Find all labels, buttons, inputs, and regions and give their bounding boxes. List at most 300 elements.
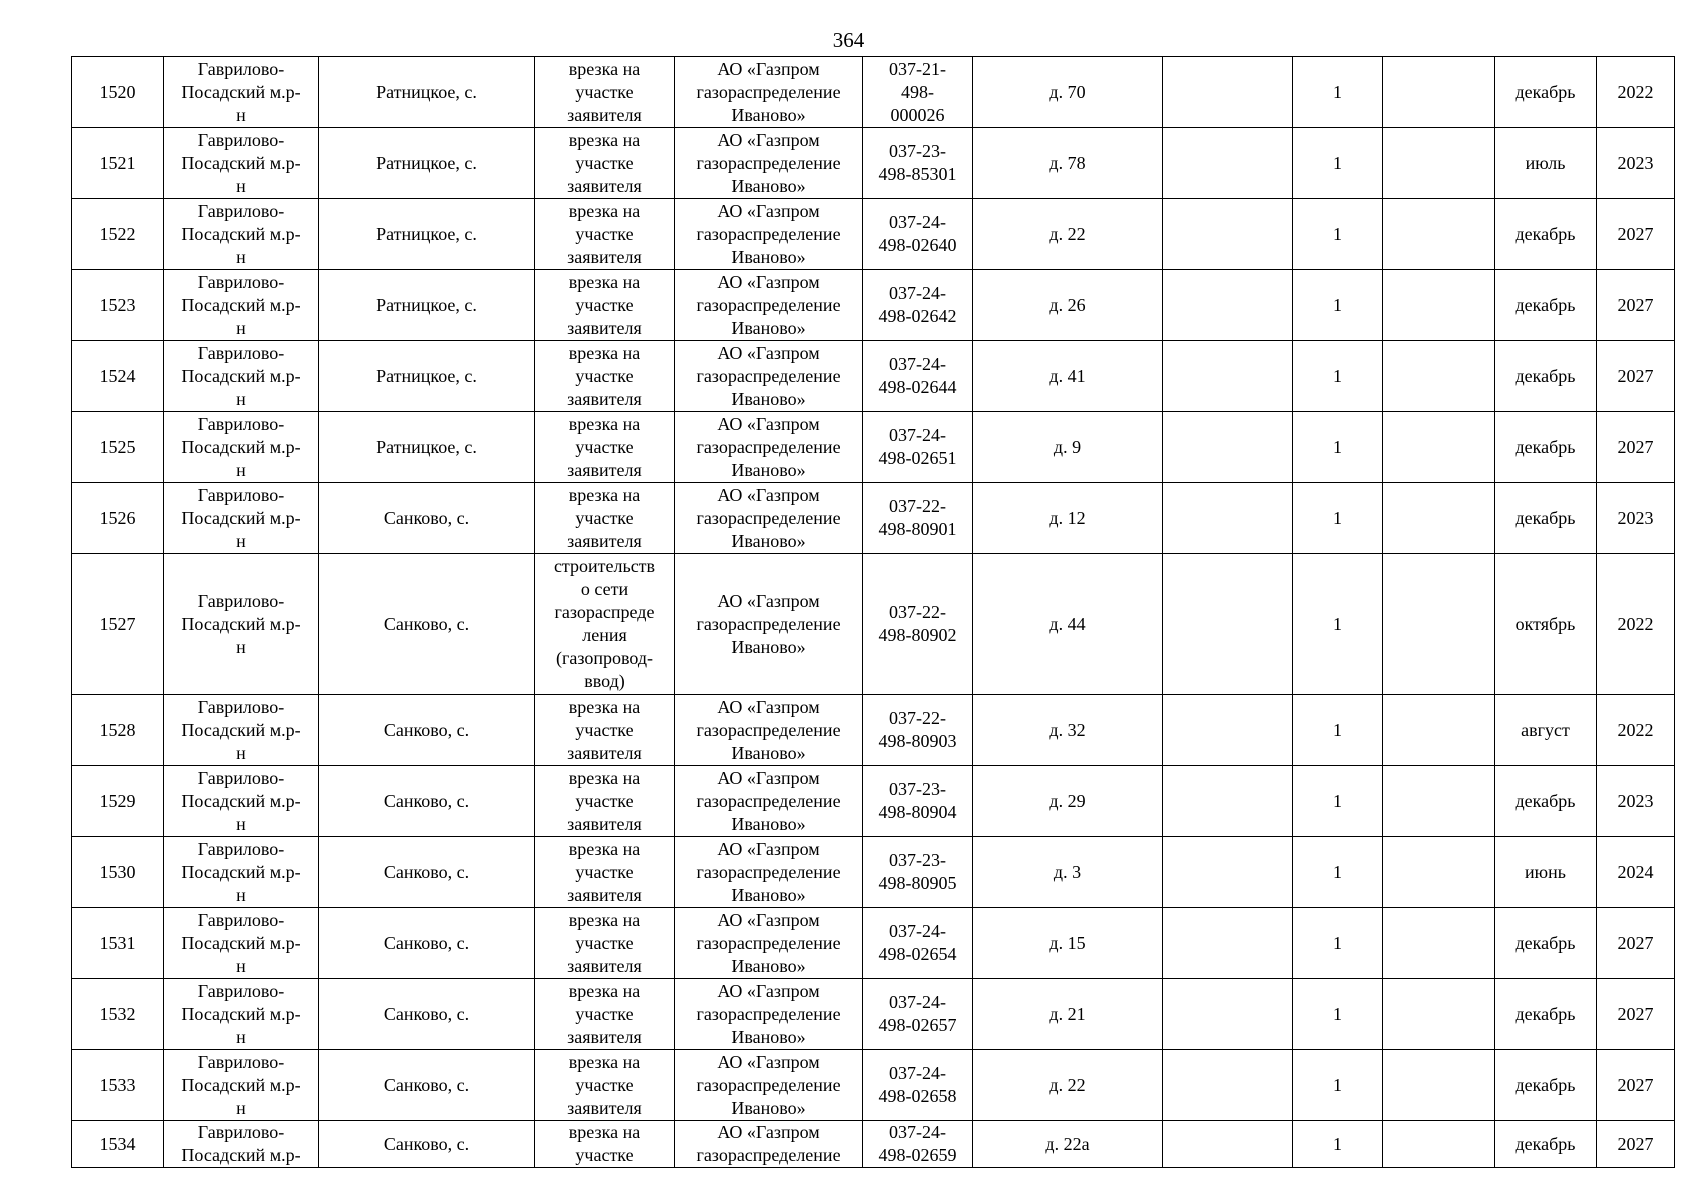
- locality-cell: Ратницкое, с.: [319, 270, 535, 341]
- cell-line: 037-24-: [889, 212, 946, 232]
- empty-cell: [1383, 57, 1495, 128]
- table-row: [72, 483, 1675, 554]
- table-row: [72, 554, 1675, 695]
- cell-line: АО «Газпром: [717, 271, 820, 292]
- row-number-cell: 1530: [72, 837, 164, 908]
- cell-line: АО «Газпром: [717, 484, 820, 505]
- gas-connection-registry-table: [71, 56, 1675, 1168]
- application-code-cell: [863, 1121, 973, 1168]
- cell-line: Гаврилово-: [197, 200, 285, 221]
- cell-line: н: [236, 388, 246, 409]
- cell-line: Гаврилово-: [197, 1122, 285, 1142]
- cell-line: (газопровод-: [555, 648, 653, 668]
- cell-line: Гаврилово-: [197, 767, 285, 788]
- house-number-cell: д. 29: [973, 766, 1163, 837]
- row-number-cell: 1521: [72, 128, 164, 199]
- cell-line: Иваново»: [731, 955, 806, 976]
- cell-line: участке: [575, 436, 634, 457]
- cell-line: газораспределение: [696, 1074, 841, 1095]
- row-number-cell: 1532: [72, 979, 164, 1050]
- cell-line: заявителя: [567, 388, 642, 409]
- cell-line: Гаврилово-: [197, 909, 285, 930]
- quantity-cell: 1: [1293, 412, 1383, 483]
- empty-cell: [1383, 483, 1495, 554]
- cell-line: 498-80905: [878, 873, 957, 893]
- month-cell: июнь: [1495, 837, 1597, 908]
- empty-cell: [1163, 270, 1293, 341]
- cell-line: газораспределение: [696, 719, 841, 740]
- cell-line: 498-02644: [878, 377, 957, 397]
- month-cell: декабрь: [1495, 270, 1597, 341]
- cell-line: Посадский м.р-: [181, 861, 301, 882]
- cell-line: 037-24-: [889, 354, 946, 374]
- cell-line: о сети: [580, 579, 629, 599]
- application-code-cell: [863, 199, 973, 270]
- cell-line: н: [236, 1097, 246, 1118]
- cell-line: АО «Газпром: [717, 980, 820, 1001]
- year-cell: 2027: [1597, 1050, 1675, 1121]
- locality-cell: Ратницкое, с.: [319, 199, 535, 270]
- organization-cell: [675, 199, 863, 270]
- cell-line: Иваново»: [731, 530, 806, 551]
- cell-line: Гаврилово-: [197, 980, 285, 1001]
- work-type-cell: [535, 1050, 675, 1121]
- locality-cell: Санково, с.: [319, 837, 535, 908]
- application-code-cell: [863, 1050, 973, 1121]
- empty-cell: [1383, 412, 1495, 483]
- cell-line: газораспределение: [696, 932, 841, 953]
- cell-line: участке: [575, 861, 634, 882]
- year-cell: 2023: [1597, 766, 1675, 837]
- cell-line: 037-24-: [889, 425, 946, 445]
- application-code-cell: [863, 695, 973, 766]
- year-cell: 2027: [1597, 908, 1675, 979]
- cell-line: Иваново»: [731, 1026, 806, 1047]
- empty-cell: [1163, 128, 1293, 199]
- cell-line: 498-02658: [878, 1086, 957, 1106]
- empty-cell: [1163, 1050, 1293, 1121]
- cell-line: 037-24-: [889, 992, 946, 1012]
- work-type-cell: [535, 766, 675, 837]
- cell-line: заявителя: [567, 530, 642, 551]
- house-number-cell: д. 15: [973, 908, 1163, 979]
- locality-cell: Санково, с.: [319, 908, 535, 979]
- cell-line: 037-22-: [889, 708, 946, 728]
- locality-cell: Ратницкое, с.: [319, 341, 535, 412]
- row-number-cell: 1533: [72, 1050, 164, 1121]
- cell-line: заявителя: [567, 955, 642, 976]
- cell-line: врезка на: [568, 58, 641, 79]
- table-row: [72, 979, 1675, 1050]
- cell-line: 037-24-: [889, 921, 946, 941]
- application-code-cell: [863, 483, 973, 554]
- cell-line: 498-85301: [878, 164, 957, 184]
- cell-line: участке: [575, 719, 634, 740]
- cell-line: Иваново»: [731, 459, 806, 480]
- locality-cell: Ратницкое, с.: [319, 57, 535, 128]
- cell-line: заявителя: [567, 1097, 642, 1118]
- work-type-cell: [535, 837, 675, 908]
- cell-line: Посадский м.р-: [181, 1074, 301, 1095]
- cell-line: Гаврилово-: [197, 696, 285, 717]
- cell-line: газораспределение: [696, 81, 841, 102]
- cell-line: газораспределение: [696, 613, 841, 634]
- work-type-cell: [535, 1121, 675, 1168]
- district-cell: [164, 128, 319, 199]
- empty-cell: [1383, 270, 1495, 341]
- cell-line: газораспределение: [696, 1003, 841, 1024]
- district-cell: [164, 908, 319, 979]
- empty-cell: [1383, 979, 1495, 1050]
- cell-line: врезка на: [568, 1051, 641, 1072]
- quantity-cell: 1: [1293, 1050, 1383, 1121]
- cell-line: участке: [575, 1003, 634, 1024]
- district-cell: [164, 1121, 319, 1168]
- cell-line: 498-02651: [878, 448, 957, 468]
- cell-line: 037-22-: [889, 496, 946, 516]
- cell-line: 000026: [890, 104, 945, 125]
- quantity-cell: 1: [1293, 57, 1383, 128]
- cell-line: участке: [575, 294, 634, 315]
- district-cell: [164, 1050, 319, 1121]
- cell-line: участке: [575, 365, 634, 386]
- row-number-cell: 1525: [72, 412, 164, 483]
- cell-line: заявителя: [567, 459, 642, 480]
- quantity-cell: 1: [1293, 837, 1383, 908]
- table-row: [72, 57, 1675, 128]
- cell-line: газораспреде: [554, 602, 655, 622]
- cell-line: Посадский м.р-: [181, 790, 301, 811]
- cell-line: 037-21-: [889, 58, 946, 79]
- empty-cell: [1163, 554, 1293, 695]
- cell-line: АО «Газпром: [717, 1122, 820, 1142]
- district-cell: [164, 483, 319, 554]
- row-number-cell: 1522: [72, 199, 164, 270]
- application-code-cell: [863, 554, 973, 695]
- table-body: [72, 57, 1675, 1168]
- cell-line: 037-24-: [889, 283, 946, 303]
- table-row: [72, 128, 1675, 199]
- year-cell: 2027: [1597, 412, 1675, 483]
- empty-cell: [1163, 979, 1293, 1050]
- organization-cell: [675, 1050, 863, 1121]
- work-type-cell: [535, 908, 675, 979]
- cell-line: н: [236, 1026, 246, 1047]
- application-code-cell: [863, 270, 973, 341]
- cell-line: Посадский м.р-: [181, 932, 301, 953]
- cell-line: н: [236, 459, 246, 480]
- cell-line: заявителя: [567, 813, 642, 834]
- cell-line: 498-80903: [878, 731, 957, 751]
- month-cell: июль: [1495, 128, 1597, 199]
- cell-line: Посадский м.р-: [181, 294, 301, 315]
- row-number-cell: 1527: [72, 554, 164, 695]
- cell-line: н: [236, 884, 246, 905]
- month-cell: декабрь: [1495, 199, 1597, 270]
- cell-line: АО «Газпром: [717, 838, 820, 859]
- empty-cell: [1383, 1121, 1495, 1168]
- cell-line: Иваново»: [731, 636, 806, 657]
- organization-cell: [675, 554, 863, 695]
- cell-line: АО «Газпром: [717, 342, 820, 363]
- cell-line: ввод): [584, 671, 625, 691]
- cell-line: 037-23-: [889, 141, 946, 161]
- month-cell: декабрь: [1495, 57, 1597, 128]
- application-code-cell: [863, 908, 973, 979]
- quantity-cell: 1: [1293, 199, 1383, 270]
- work-type-cell: [535, 412, 675, 483]
- month-cell: октябрь: [1495, 554, 1597, 695]
- year-cell: 2027: [1597, 270, 1675, 341]
- organization-cell: [675, 766, 863, 837]
- house-number-cell: д. 21: [973, 979, 1163, 1050]
- cell-line: Гаврилово-: [197, 271, 285, 292]
- quantity-cell: 1: [1293, 766, 1383, 837]
- cell-line: АО «Газпром: [717, 767, 820, 788]
- application-code-cell: [863, 57, 973, 128]
- cell-line: врезка на: [568, 484, 641, 505]
- cell-line: н: [236, 955, 246, 976]
- empty-cell: [1163, 199, 1293, 270]
- table-row: [72, 908, 1675, 979]
- cell-line: 498-80904: [878, 802, 957, 822]
- cell-line: участке: [575, 223, 634, 244]
- row-number-cell: 1529: [72, 766, 164, 837]
- table-row: [72, 1121, 1675, 1168]
- cell-line: 037-23-: [889, 779, 946, 799]
- empty-cell: [1383, 837, 1495, 908]
- district-cell: [164, 57, 319, 128]
- cell-line: Посадский м.р-: [181, 1145, 301, 1165]
- application-code-cell: [863, 766, 973, 837]
- cell-line: Посадский м.р-: [181, 436, 301, 457]
- cell-line: врезка на: [568, 1122, 641, 1142]
- year-cell: 2022: [1597, 695, 1675, 766]
- cell-line: газораспределение: [696, 365, 841, 386]
- cell-line: врезка на: [568, 200, 641, 221]
- cell-line: Гаврилово-: [197, 342, 285, 363]
- month-cell: декабрь: [1495, 766, 1597, 837]
- year-cell: 2027: [1597, 199, 1675, 270]
- quantity-cell: 1: [1293, 979, 1383, 1050]
- page-number: 364: [832, 28, 865, 52]
- cell-line: Посадский м.р-: [181, 223, 301, 244]
- empty-cell: [1163, 908, 1293, 979]
- cell-line: Иваново»: [731, 813, 806, 834]
- cell-line: АО «Газпром: [717, 590, 820, 611]
- empty-cell: [1163, 1121, 1293, 1168]
- cell-line: н: [236, 246, 246, 267]
- house-number-cell: д. 22: [973, 1050, 1163, 1121]
- house-number-cell: д. 78: [973, 128, 1163, 199]
- cell-line: заявителя: [567, 104, 642, 125]
- cell-line: 037-22-: [889, 602, 946, 622]
- cell-line: Иваново»: [731, 884, 806, 905]
- organization-cell: [675, 837, 863, 908]
- empty-cell: [1163, 837, 1293, 908]
- cell-line: 498-02659: [878, 1145, 957, 1165]
- organization-cell: [675, 695, 863, 766]
- cell-line: Иваново»: [731, 742, 806, 763]
- cell-line: н: [236, 636, 246, 657]
- cell-line: участке: [575, 507, 634, 528]
- cell-line: н: [236, 104, 246, 125]
- cell-line: заявителя: [567, 742, 642, 763]
- table-row: [72, 270, 1675, 341]
- work-type-cell: [535, 979, 675, 1050]
- cell-line: Гаврилово-: [197, 484, 285, 505]
- cell-line: заявителя: [567, 246, 642, 267]
- cell-line: заявителя: [567, 317, 642, 338]
- cell-line: врезка на: [568, 342, 641, 363]
- year-cell: 2027: [1597, 979, 1675, 1050]
- empty-cell: [1163, 341, 1293, 412]
- quantity-cell: 1: [1293, 128, 1383, 199]
- month-cell: декабрь: [1495, 412, 1597, 483]
- cell-line: врезка на: [568, 413, 641, 434]
- organization-cell: [675, 1121, 863, 1168]
- house-number-cell: д. 3: [973, 837, 1163, 908]
- house-number-cell: д. 70: [973, 57, 1163, 128]
- cell-line: газораспределение: [696, 790, 841, 811]
- house-number-cell: д. 22а: [973, 1121, 1163, 1168]
- work-type-cell: [535, 199, 675, 270]
- year-cell: 2022: [1597, 554, 1675, 695]
- cell-line: газораспределение: [696, 436, 841, 457]
- empty-cell: [1163, 412, 1293, 483]
- house-number-cell: д. 9: [973, 412, 1163, 483]
- year-cell: 2027: [1597, 341, 1675, 412]
- cell-line: Иваново»: [731, 175, 806, 196]
- house-number-cell: д. 32: [973, 695, 1163, 766]
- application-code-cell: [863, 979, 973, 1050]
- month-cell: декабрь: [1495, 341, 1597, 412]
- empty-cell: [1383, 1050, 1495, 1121]
- organization-cell: [675, 908, 863, 979]
- row-number-cell: 1531: [72, 908, 164, 979]
- work-type-cell: [535, 270, 675, 341]
- row-number-cell: 1528: [72, 695, 164, 766]
- locality-cell: Санково, с.: [319, 554, 535, 695]
- quantity-cell: 1: [1293, 908, 1383, 979]
- cell-line: заявителя: [567, 1026, 642, 1047]
- cell-line: Иваново»: [731, 246, 806, 267]
- cell-line: АО «Газпром: [717, 413, 820, 434]
- work-type-cell: [535, 128, 675, 199]
- cell-line: н: [236, 742, 246, 763]
- work-type-cell: [535, 695, 675, 766]
- month-cell: декабрь: [1495, 1050, 1597, 1121]
- house-number-cell: д. 26: [973, 270, 1163, 341]
- cell-line: врезка на: [568, 129, 641, 150]
- cell-line: ления: [582, 625, 627, 645]
- cell-line: врезка на: [568, 271, 641, 292]
- cell-line: 498-02654: [878, 944, 957, 964]
- cell-line: Посадский м.р-: [181, 81, 301, 102]
- cell-line: участке: [575, 81, 634, 102]
- work-type-cell: [535, 483, 675, 554]
- year-cell: 2027: [1597, 1121, 1675, 1168]
- cell-line: Посадский м.р-: [181, 1003, 301, 1024]
- work-type-cell: [535, 554, 675, 695]
- locality-cell: Ратницкое, с.: [319, 128, 535, 199]
- locality-cell: Ратницкое, с.: [319, 412, 535, 483]
- house-number-cell: д. 22: [973, 199, 1163, 270]
- month-cell: декабрь: [1495, 1121, 1597, 1168]
- cell-line: 498-80902: [878, 625, 957, 645]
- cell-line: Посадский м.р-: [181, 365, 301, 386]
- cell-line: Посадский м.р-: [181, 152, 301, 173]
- month-cell: декабрь: [1495, 908, 1597, 979]
- quantity-cell: 1: [1293, 695, 1383, 766]
- cell-line: участке: [575, 1145, 634, 1165]
- cell-line: врезка на: [568, 767, 641, 788]
- quantity-cell: 1: [1293, 1121, 1383, 1168]
- district-cell: [164, 270, 319, 341]
- cell-line: участке: [575, 932, 634, 953]
- cell-line: участке: [575, 1074, 634, 1095]
- empty-cell: [1163, 57, 1293, 128]
- cell-line: Гаврилово-: [197, 1051, 285, 1072]
- cell-line: газораспределение: [696, 1145, 841, 1165]
- cell-line: Гаврилово-: [197, 129, 285, 150]
- cell-line: 498-02657: [878, 1015, 957, 1035]
- locality-cell: Санково, с.: [319, 766, 535, 837]
- organization-cell: [675, 57, 863, 128]
- district-cell: [164, 341, 319, 412]
- cell-line: Иваново»: [731, 388, 806, 409]
- cell-line: врезка на: [568, 696, 641, 717]
- cell-line: н: [236, 530, 246, 551]
- cell-line: врезка на: [568, 980, 641, 1001]
- locality-cell: Санково, с.: [319, 979, 535, 1050]
- cell-line: АО «Газпром: [717, 129, 820, 150]
- cell-line: АО «Газпром: [717, 909, 820, 930]
- cell-line: Иваново»: [731, 104, 806, 125]
- cell-line: 498-80901: [878, 519, 957, 539]
- year-cell: 2022: [1597, 57, 1675, 128]
- cell-line: Посадский м.р-: [181, 507, 301, 528]
- cell-line: заявителя: [567, 175, 642, 196]
- cell-line: Посадский м.р-: [181, 719, 301, 740]
- empty-cell: [1383, 199, 1495, 270]
- year-cell: 2023: [1597, 128, 1675, 199]
- table-row: [72, 766, 1675, 837]
- district-cell: [164, 695, 319, 766]
- cell-line: газораспределение: [696, 861, 841, 882]
- cell-line: газораспределение: [696, 507, 841, 528]
- quantity-cell: 1: [1293, 341, 1383, 412]
- cell-line: 498-: [901, 81, 934, 102]
- organization-cell: [675, 483, 863, 554]
- cell-line: врезка на: [568, 909, 641, 930]
- month-cell: декабрь: [1495, 483, 1597, 554]
- work-type-cell: [535, 57, 675, 128]
- application-code-cell: [863, 837, 973, 908]
- empty-cell: [1383, 341, 1495, 412]
- district-cell: [164, 412, 319, 483]
- cell-line: Посадский м.р-: [181, 613, 301, 634]
- cell-line: 037-24-: [889, 1122, 946, 1142]
- empty-cell: [1383, 766, 1495, 837]
- organization-cell: [675, 412, 863, 483]
- locality-cell: Санково, с.: [319, 1050, 535, 1121]
- district-cell: [164, 199, 319, 270]
- table-row: [72, 1050, 1675, 1121]
- cell-line: АО «Газпром: [717, 58, 820, 79]
- district-cell: [164, 766, 319, 837]
- cell-line: строительств: [553, 556, 656, 576]
